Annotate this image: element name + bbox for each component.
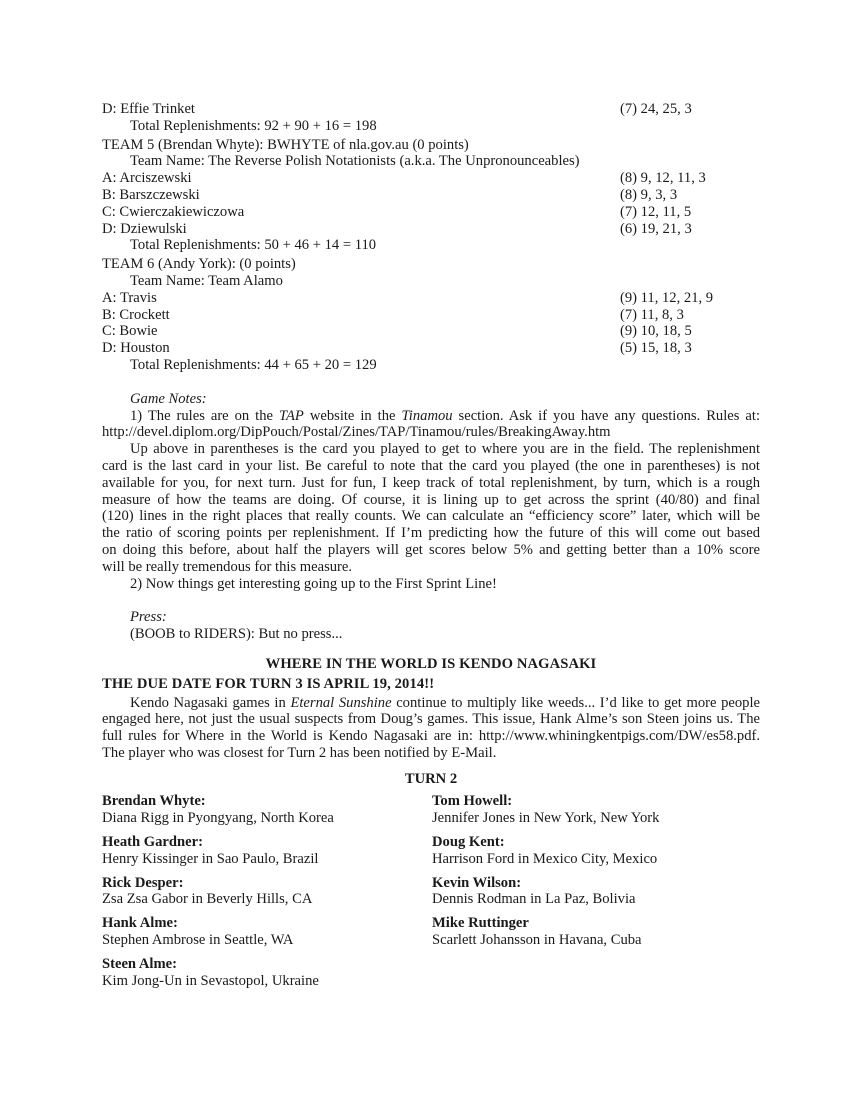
total-replenishments: Total Replenishments: 50 + 46 + 14 = 110 xyxy=(130,237,377,254)
guess-entry xyxy=(102,875,432,909)
rider-cards: (8) 9, 3, 3 xyxy=(620,186,678,203)
rider-cards: (7) 12, 11, 5 xyxy=(620,203,692,220)
total-replenishments: Total Replenishments: 92 + 90 + 16 = 198 xyxy=(130,117,377,134)
rider-label: B: Barszczewski xyxy=(102,186,200,203)
player-name: Steen Alme: xyxy=(102,955,177,972)
total-replenishments: Total Replenishments: 44 + 65 + 20 = 129 xyxy=(130,356,377,373)
para-line: card is the last card in your list. Be careful to note that the card you played (the one in parentheses) is not xyxy=(102,457,760,474)
rider-cards: (9) 10, 18, 5 xyxy=(620,323,692,340)
player-name: Mike Ruttinger xyxy=(432,915,529,932)
rider-row xyxy=(102,340,760,357)
rider-label: D: Effie Trinket xyxy=(102,101,195,117)
note-text: website in the xyxy=(303,407,402,424)
rider-row xyxy=(102,323,760,340)
kendo-text: continue to multiply like weeds... I’d like to get more people xyxy=(391,694,761,711)
player-guess: Henry Kissinger in Sao Paulo, Brazil xyxy=(102,850,319,867)
rider-cards: (7) 24, 25, 3 xyxy=(620,101,692,117)
para-line: will be really tremendous for this measure. xyxy=(102,558,353,575)
rider-cards: (7) 11, 8, 3 xyxy=(620,306,684,323)
guess-entry xyxy=(102,793,432,827)
player-guess: Diana Rigg in Pyongyang, North Korea xyxy=(102,810,334,827)
team-header: TEAM 5 (Brendan Whyte): BWHYTE of nla.gov.au (0 points) xyxy=(102,136,469,153)
rider-label: D: Houston xyxy=(102,340,170,357)
note-2: 2) Now things get interesting going up to the First Sprint Line! xyxy=(130,575,497,592)
kendo-text: Kendo Nagasaki games in xyxy=(130,694,291,711)
kendo-line: engaged here, not just the usual suspects from Doug’s games. This issue, Hank Alme’s son Steen joins us. The xyxy=(102,711,760,728)
tap-title: TAP xyxy=(278,407,304,424)
para-line: the ratio of scoring points per replenishment. If I’m predicting how the future of this will come out based xyxy=(102,525,760,542)
player-name: Brendan Whyte: xyxy=(102,793,206,810)
rider-row xyxy=(102,290,760,307)
kendo-line: The player who was closest for Turn 2 has been notified by E-Mail. xyxy=(102,744,497,761)
player-guess: Kim Jong-Un in Sevastopol, Ukraine xyxy=(102,972,319,989)
rider-row xyxy=(102,187,760,204)
section-title: WHERE IN THE WORLD IS KENDO NAGASAKI xyxy=(265,655,597,672)
guess-entry xyxy=(432,915,760,949)
team-name: Team Name: The Reverse Polish Notationists (a.k.a. The Unpronounceables) xyxy=(130,153,580,170)
note-text: 1) The rules are on the xyxy=(130,407,279,424)
rider-row xyxy=(102,307,760,324)
press-heading: Press: xyxy=(130,609,167,626)
guesses-right-column xyxy=(432,793,760,996)
rider-label: C: Cwierczakiewiczowa xyxy=(102,203,245,220)
player-guess: Zsa Zsa Gabor in Beverly Hills, CA xyxy=(102,891,313,908)
guesses xyxy=(102,793,760,996)
zine-title: Eternal Sunshine xyxy=(290,694,392,711)
para-line: (120) lines in the right places that really counts. We can calculate an “efficiency score” later, which will be xyxy=(102,508,760,525)
rider-label: C: Bowie xyxy=(102,323,158,340)
note-text: section. Ask if you have any questions. Rules at: xyxy=(452,407,760,424)
rider-label: D: Dziewulski xyxy=(102,220,187,237)
guess-entry xyxy=(102,834,432,868)
rider-row xyxy=(102,221,760,238)
player-name: Heath Gardner: xyxy=(102,834,203,851)
rider-cards: (9) 11, 12, 21, 9 xyxy=(620,289,714,306)
due-date: THE DUE DATE FOR TURN 3 IS APRIL 19, 2014!! xyxy=(102,675,435,692)
tinamou-title: Tinamou xyxy=(401,407,453,424)
rider-row xyxy=(102,170,760,187)
para-line: available for you, for next turn. Just for fun, I keep track of total replenishment, by turn, which is a rough xyxy=(102,474,760,491)
kendo-line: full rules for Where in the World is Kendo Nagasaki are in: http://www.whiningkentpigs.com/DW/es58.pdf. xyxy=(102,728,760,745)
guess-entry xyxy=(102,915,432,949)
press-text: (BOOB to RIDERS): But no press... xyxy=(130,626,343,643)
rider-label: A: Travis xyxy=(102,289,157,306)
game-notes-heading: Game Notes: xyxy=(130,390,207,407)
para-line: measure of how the teams are doing. Of course, it is lining up to get across the sprint (40/80) and final xyxy=(102,491,760,508)
player-guess: Stephen Ambrose in Seattle, WA xyxy=(102,932,294,949)
team-header: TEAM 6 (Andy York): (0 points) xyxy=(102,256,296,273)
player-name: Hank Alme: xyxy=(102,915,178,932)
player-name: Rick Desper: xyxy=(102,874,184,891)
rider-row xyxy=(102,101,760,118)
player-guess: Scarlett Johansson in Havana, Cuba xyxy=(432,932,642,949)
note-1 xyxy=(102,408,760,425)
rider-cards: (5) 15, 18, 3 xyxy=(620,340,692,357)
guess-entry xyxy=(432,834,760,868)
para-line: on doing this before, about half the players will get scores below 5% and getting better than a 10% score xyxy=(102,541,760,558)
rider-label: B: Crockett xyxy=(102,306,170,323)
player-name: Kevin Wilson: xyxy=(432,874,522,891)
rider-cards: (6) 19, 21, 3 xyxy=(620,220,692,237)
document-page xyxy=(102,101,760,996)
rider-cards: (8) 9, 12, 11, 3 xyxy=(620,170,706,187)
rider-row xyxy=(102,204,760,221)
player-guess: Dennis Rodman in La Paz, Bolivia xyxy=(432,891,636,908)
rider-label: A: Arciszewski xyxy=(102,170,192,187)
guess-entry xyxy=(432,793,760,827)
rules-url[interactable]: http://devel.diplom.org/DipPouch/Postal/Zines/TAP/Tinamou/rules/BreakingAway.htm xyxy=(102,424,611,441)
turn-heading: TURN 2 xyxy=(404,770,458,787)
guess-entry xyxy=(432,875,760,909)
player-guess: Harrison Ford in Mexico City, Mexico xyxy=(432,850,658,867)
team-name: Team Name: Team Alamo xyxy=(130,272,283,289)
player-name: Doug Kent: xyxy=(432,834,505,851)
guesses-left-column xyxy=(102,793,432,996)
guess-entry xyxy=(102,956,432,990)
player-name: Tom Howell: xyxy=(432,793,513,810)
player-guess: Jennifer Jones in New York, New York xyxy=(432,810,660,827)
para-line: Up above in parentheses is the card you played to get to where you are in the field. The replenishment xyxy=(130,441,760,458)
kendo-line xyxy=(102,695,760,712)
